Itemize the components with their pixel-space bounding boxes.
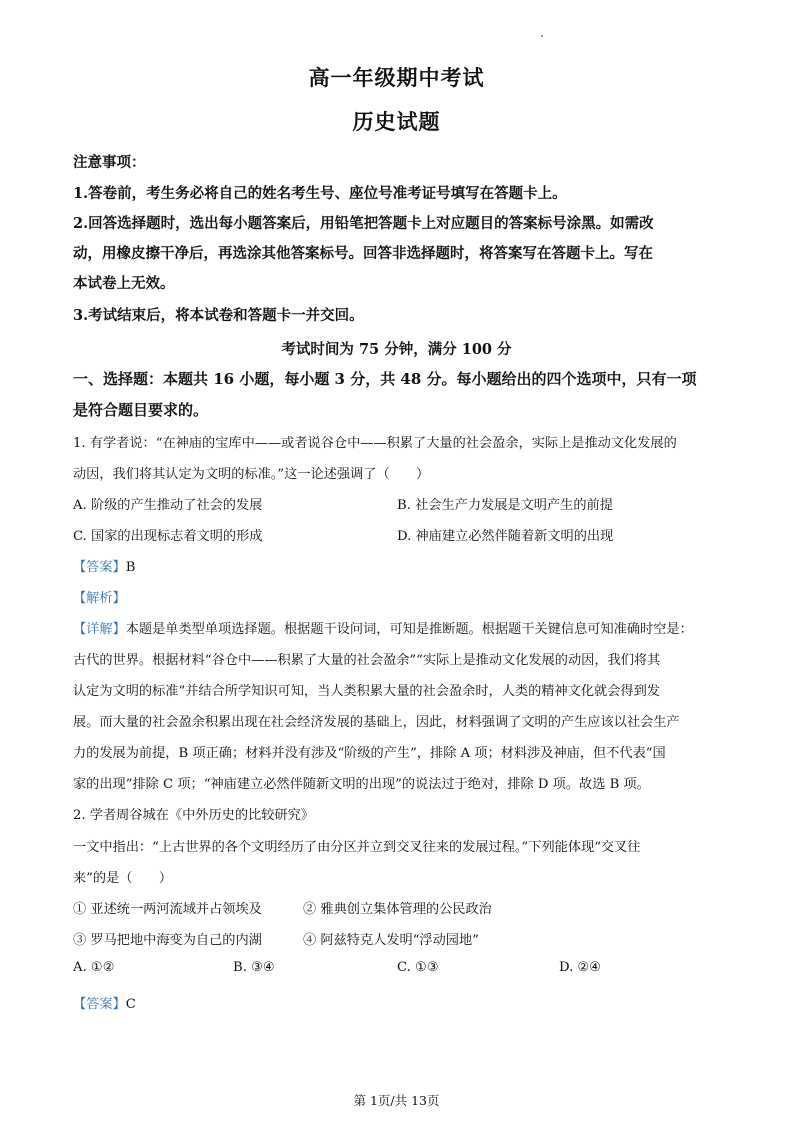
q2-stem: 来”的是（ ） <box>73 871 173 886</box>
q1-detail-line <box>73 618 693 637</box>
notes-line: 1.答卷前，考生务必将自己的姓名考生号、座位号准考证号填写在答题卡上。 <box>73 185 567 202</box>
q1-answer <box>73 556 135 575</box>
q2-stem: 2. 学者周谷城在《中外历史的比较研究》 <box>73 808 314 823</box>
q1-option-d: D. 神庙建立必然伴随着新文明的出现 <box>397 529 614 544</box>
q1-option-c: C. 国家的出现标志着文明的形成 <box>73 529 263 544</box>
notes-heading: 注意事项： <box>73 154 146 171</box>
q2-option-d: D. ②④ <box>559 960 602 975</box>
q2-answer <box>73 993 136 1012</box>
scan-dot-mark <box>541 35 543 37</box>
section-heading: 是符合题目要求的。 <box>73 401 209 419</box>
exam-title: 高一年级期中考试 <box>308 65 485 90</box>
notes-line: 3.考试结束后，将本试卷和答题卡一并交回。 <box>73 307 364 324</box>
q2-item-1: ① 亚述统一两河流域并占领埃及 <box>73 902 262 917</box>
q1-option-b: B. 社会生产力发展是文明产生的前提 <box>397 498 613 513</box>
q2-item-2: ② 雅典创立集体管理的公民政治 <box>303 902 492 917</box>
exam-subtitle: 历史试题 <box>352 109 441 134</box>
detail-text: 本题是单类型单项选择题。根据题干设问词，可知是推断题。根据题干关键信息可知准确时空是： <box>125 622 693 637</box>
q1-stem: 动因，我们将其认定为文明的标准。”这一论述强调了（ ） <box>73 467 430 482</box>
page-number: 第 1页/共 13页 <box>353 1093 440 1108</box>
q1-analysis-tag: 【解析】 <box>73 591 126 606</box>
q2-option-c: C. ①③ <box>397 960 439 975</box>
q1-detail-line: 展。而大量的社会盈余积累出现在社会经济发展的基础上，因此，材料强调了文明的产生应该以社会生产 <box>73 715 680 730</box>
q1-stem: 1. 有学者说：“在神庙的宝库中——或者说谷仓中——积累了大量的社会盈余，实际上是推动文化发展的 <box>73 436 677 451</box>
q2-option-b: B. ③④ <box>233 960 275 975</box>
notes-line: 2.回答选择题时，选出每小题答案后，用铅笔把答题卡上对应题目的答案标号涂黑。如需改 <box>73 215 654 232</box>
q1-detail-line: 认定为文明的标准”并结合所学知识可知，当人类积累大量的社会盈余时，人类的精神文化就会得到发 <box>73 684 660 699</box>
notes-line: 本试卷上无效。 <box>73 275 175 292</box>
answer-value: B <box>125 560 136 575</box>
q1-detail-line: 古代的世界。根据材料“谷仓中——积累了大量的社会盈余”“实际上是推动文化发展的动因，我们将其 <box>73 653 661 668</box>
q2-item-4: ④ 阿兹特克人发明“浮动园地” <box>303 933 479 948</box>
detail-tag: 【详解】 <box>73 622 126 637</box>
q2-item-3: ③ 罗马把地中海变为自己的内湖 <box>73 933 262 948</box>
exam-time-info: 考试时间为 75 分钟，满分 100 分 <box>281 341 512 358</box>
q1-option-a: A. 阶级的产生推动了社会的发展 <box>73 498 263 513</box>
q1-detail-line: 力的发展为前提，B 项正确；材料并没有涉及“阶级的产生”，排除 A 项；材料涉及神庙，但不代表“国 <box>73 746 666 761</box>
answer-tag: 【答案】 <box>73 997 126 1012</box>
q1-detail-line: 家的出现”排除 C 项；“神庙建立必然伴随新文明的出现”的说法过于绝对，排除 D 项。故选 B 项。 <box>73 777 650 792</box>
answer-tag: 【答案】 <box>73 560 126 575</box>
q2-option-a: A. ①② <box>73 960 115 975</box>
notes-line: 动，用橡皮擦干净后，再选涂其他答案标号。回答非选择题时，将答案写在答题卡上。写在 <box>73 245 653 262</box>
answer-value: C <box>125 997 136 1012</box>
q2-stem: 一文中指出：“上古世界的各个文明经历了由分区并立到交叉往来的发展过程。”下列能体现“交叉往 <box>73 840 641 855</box>
section-heading: 一、选择题：本题共 16 小题，每小题 3 分，共 48 分。每小题给出的四个选项中，只有一项 <box>73 370 697 388</box>
